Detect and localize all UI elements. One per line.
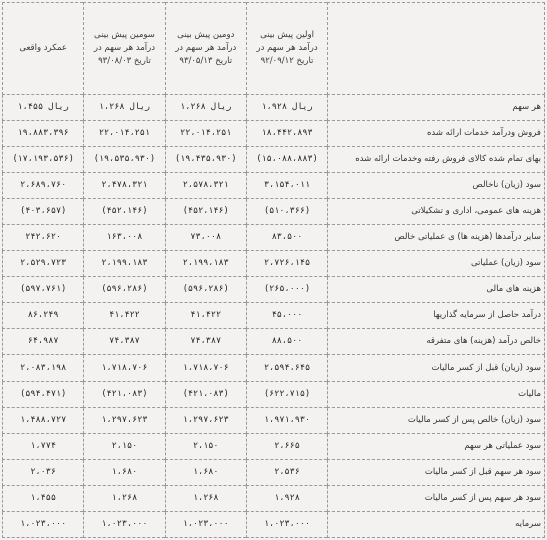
value-cell: ۱،۲۹۷،۶۲۳ <box>165 407 246 433</box>
table-row <box>3 277 545 303</box>
value-cell: (۵۹۶،۲۸۶) <box>165 277 246 303</box>
value-cell: ۲،۵۲۹،۷۲۳ <box>3 251 84 277</box>
value-cell: ۲،۱۵۰ <box>165 433 246 459</box>
table-row <box>3 329 545 355</box>
table-header-row <box>3 3 545 95</box>
value-cell: ۲،۷۲۶،۱۴۵ <box>246 251 327 277</box>
value-cell: ۲،۱۹۹،۱۸۳ <box>84 251 165 277</box>
table-row <box>3 251 545 277</box>
value-cell: ۲،۵۹۴،۶۴۵ <box>246 355 327 381</box>
value-cell: ۱،۷۱۸،۷۰۶ <box>165 355 246 381</box>
value-cell: ۳،۱۵۴،۰۱۱ <box>246 173 327 199</box>
column-header-first-forecast: اولین پیش بینی درآمد هر سهم در تاریخ ۹۲/۰۹/۱۲ <box>246 3 327 95</box>
value-cell: (۱۷،۱۹۳،۵۳۶) <box>3 147 84 173</box>
value-cell: ۸۸،۵۰۰ <box>246 329 327 355</box>
value-cell: ۱،۲۶۸ <box>84 485 165 511</box>
row-label: سود (زیان) خالص پس از کسر مالیات <box>328 407 545 433</box>
value-cell: (۵۹۶،۲۸۶) <box>84 277 165 303</box>
row-label: سایر درآمدها (هزینه ها) ی عملیاتی خالص <box>328 225 545 251</box>
value-cell: ۷۴،۳۸۷ <box>165 329 246 355</box>
table-row <box>3 407 545 433</box>
value-cell: ۱،۴۸۸،۷۲۷ <box>3 407 84 433</box>
row-label: سرمایه <box>328 511 545 537</box>
value-cell: ۱،۶۸۰ <box>165 459 246 485</box>
row-label: درآمد حاصل از سرمایه گذاریها <box>328 303 545 329</box>
column-header-second-forecast: دومین پیش بینی درآمد هر سهم در تاریخ ۹۳/۰۵/۱۳ <box>165 3 246 95</box>
value-cell: ۱،۷۱۸،۷۰۶ <box>84 355 165 381</box>
value-cell: ۲۲،۰۱۴،۲۵۱ <box>165 121 246 147</box>
value-cell: ۱۸،۴۴۲،۸۹۳ <box>246 121 327 147</box>
value-cell: (۲۶۵،۰۰۰) <box>246 277 327 303</box>
value-cell: ۲،۵۷۸،۳۲۱ <box>165 173 246 199</box>
value-cell: (۱۹،۴۳۵،۹۳۰) <box>165 147 246 173</box>
value-cell: ۱،۹۲۸ ریال <box>246 95 327 121</box>
value-cell: ۴۱،۴۲۲ <box>165 303 246 329</box>
value-cell: ۱،۲۶۸ <box>165 485 246 511</box>
row-label: هر سهم <box>328 95 545 121</box>
value-cell: ۱،۲۶۸ ریال <box>84 95 165 121</box>
row-label: سود (زیان) ناخالص <box>328 173 545 199</box>
value-cell: ۱۹،۸۸۳،۳۹۶ <box>3 121 84 147</box>
value-cell: ۲،۱۵۰ <box>84 433 165 459</box>
value-cell: ۱،۰۲۳،۰۰۰ <box>246 511 327 537</box>
value-cell: ۷۴،۳۸۷ <box>84 329 165 355</box>
column-header-third-forecast: سومین پیش بینی درآمد هر سهم در تاریخ ۹۳/۰۸/۰۳ <box>84 3 165 95</box>
value-cell: ۲،۵۳۶ <box>246 459 327 485</box>
table-row <box>3 173 545 199</box>
value-cell: (۵۹۷،۷۶۱) <box>3 277 84 303</box>
value-cell: ۱،۰۲۳،۰۰۰ <box>84 511 165 537</box>
table-body <box>3 95 545 538</box>
value-cell: ۲،۰۳۶ <box>3 459 84 485</box>
value-cell: (۴۲۱،۰۸۳) <box>84 381 165 407</box>
row-label: خالص درآمد (هزینه) های متفرقه <box>328 329 545 355</box>
table-row <box>3 303 545 329</box>
table-row <box>3 199 545 225</box>
value-cell: (۱۵،۰۸۸،۸۸۳) <box>246 147 327 173</box>
value-cell: ۱،۴۵۵ <box>3 485 84 511</box>
value-cell: ۱،۰۲۳،۰۰۰ <box>3 511 84 537</box>
value-cell: ۴۱،۴۲۲ <box>84 303 165 329</box>
value-cell: ۲۲،۰۱۴،۲۵۱ <box>84 121 165 147</box>
row-label: مالیات <box>328 381 545 407</box>
table-row <box>3 511 545 537</box>
value-cell: ۶۴،۹۸۷ <box>3 329 84 355</box>
value-cell: ۱،۲۶۸ ریال <box>165 95 246 121</box>
value-cell: ۲،۰۸۳،۱۹۸ <box>3 355 84 381</box>
label-column-header <box>328 3 545 95</box>
row-label: هزینه های مالی <box>328 277 545 303</box>
value-cell: ۱،۹۷۱،۹۳۰ <box>246 407 327 433</box>
value-cell: (۴۲۱،۰۸۳) <box>165 381 246 407</box>
table-row <box>3 95 545 121</box>
column-header-actual: عمکرد واقعی <box>3 3 84 95</box>
value-cell: ۲،۶۸۹،۷۶۰ <box>3 173 84 199</box>
value-cell: (۵۱۰،۳۶۶) <box>246 199 327 225</box>
table-row <box>3 485 545 511</box>
row-label: سود هر سهم قبل از کسر مالیات <box>328 459 545 485</box>
value-cell: (۵۹۴،۴۷۱) <box>3 381 84 407</box>
value-cell: ۸۶،۲۴۹ <box>3 303 84 329</box>
row-label: هزینه های عمومی، اداری و تشکیلاتی <box>328 199 545 225</box>
value-cell: (۱۹،۵۳۵،۹۳۰) <box>84 147 165 173</box>
table-row <box>3 225 545 251</box>
value-cell: ۴۵،۰۰۰ <box>246 303 327 329</box>
value-cell: (۴۵۲،۱۴۶) <box>165 199 246 225</box>
eps-forecast-table <box>2 2 545 538</box>
value-cell: (۴۵۲،۱۴۶) <box>84 199 165 225</box>
value-cell: ۱،۶۸۰ <box>84 459 165 485</box>
table-row <box>3 121 545 147</box>
table-row <box>3 355 545 381</box>
value-cell: ۲۴۲،۶۲۰ <box>3 225 84 251</box>
table-row <box>3 459 545 485</box>
value-cell: ۱۶۳،۰۰۸ <box>84 225 165 251</box>
row-label: سود (زیان) عملیاتی <box>328 251 545 277</box>
value-cell: ۲،۴۷۸،۳۲۱ <box>84 173 165 199</box>
row-label: بهای تمام شده کالای فروش رفته وخدمات ارائه شده <box>328 147 545 173</box>
table-row <box>3 147 545 173</box>
row-label: فروش ودرآمد خدمات ارائه شده <box>328 121 545 147</box>
value-cell: ۱،۰۲۳،۰۰۰ <box>165 511 246 537</box>
value-cell: (۴۰۳،۶۵۷) <box>3 199 84 225</box>
value-cell: (۶۲۲،۷۱۵) <box>246 381 327 407</box>
value-cell: ۸۳،۵۰۰ <box>246 225 327 251</box>
value-cell: ۱،۴۵۵ ریال <box>3 95 84 121</box>
table-row <box>3 381 545 407</box>
value-cell: ۲،۱۹۹،۱۸۳ <box>165 251 246 277</box>
value-cell: ۱،۷۷۴ <box>3 433 84 459</box>
table-row <box>3 433 545 459</box>
value-cell: ۱،۹۲۸ <box>246 485 327 511</box>
value-cell: ۲،۶۶۵ <box>246 433 327 459</box>
row-label: سود هر سهم پس از کسر مالیات <box>328 485 545 511</box>
value-cell: ۷۳،۰۰۸ <box>165 225 246 251</box>
row-label: سود عملیاتی هر سهم <box>328 433 545 459</box>
row-label: سود (زیان) قبل از کسر مالیات <box>328 355 545 381</box>
value-cell: ۱،۲۹۷،۶۲۳ <box>84 407 165 433</box>
